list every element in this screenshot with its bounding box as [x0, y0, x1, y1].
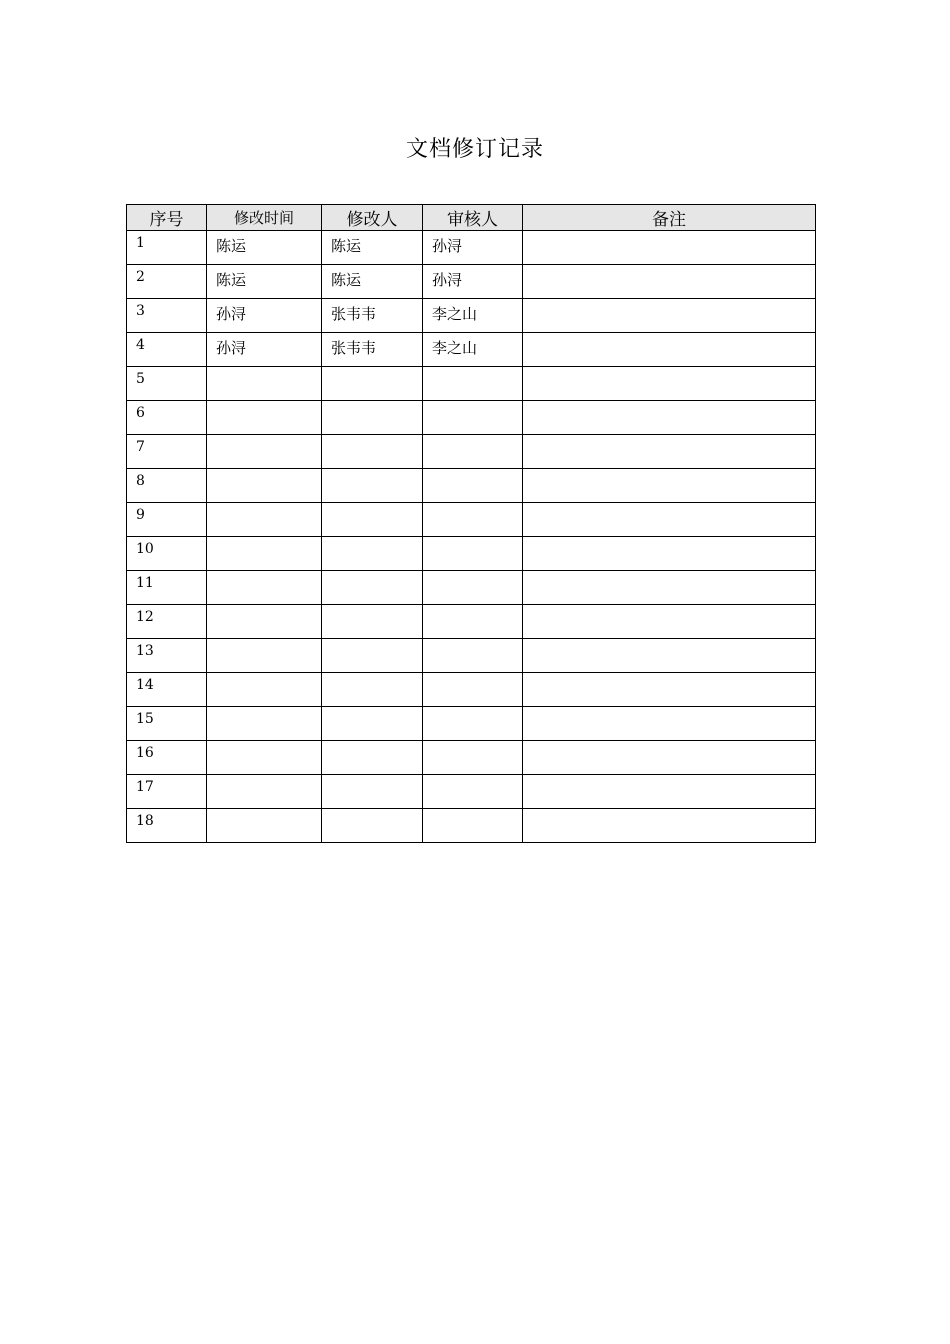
cell-modified-time — [207, 435, 322, 469]
cell-modified-time — [207, 571, 322, 605]
revision-record-table — [126, 204, 816, 843]
cell-modified-time: 孙浔 — [207, 333, 322, 367]
cell-modifier — [322, 707, 423, 741]
table-row — [127, 503, 816, 537]
cell-reviewer: 孙浔 — [423, 231, 523, 265]
cell-remarks — [523, 401, 816, 435]
cell-remarks — [523, 231, 816, 265]
table-row — [127, 673, 816, 707]
cell-remarks — [523, 809, 816, 843]
table-row — [127, 401, 816, 435]
cell-modified-time — [207, 367, 322, 401]
cell-modified-time — [207, 469, 322, 503]
table-row — [127, 809, 816, 843]
cell-reviewer: 李之山 — [423, 333, 523, 367]
cell-remarks — [523, 367, 816, 401]
cell-remarks — [523, 775, 816, 809]
cell-modifier — [322, 503, 423, 537]
cell-modifier: 陈运 — [322, 265, 423, 299]
table-row — [127, 707, 816, 741]
cell-serial-number: 13 — [127, 639, 207, 673]
cell-modified-time — [207, 639, 322, 673]
cell-serial-number: 6 — [127, 401, 207, 435]
cell-serial-number: 3 — [127, 299, 207, 333]
table-row — [127, 367, 816, 401]
cell-serial-number: 7 — [127, 435, 207, 469]
cell-modified-time — [207, 741, 322, 775]
table-row — [127, 741, 816, 775]
cell-modifier — [322, 367, 423, 401]
cell-modified-time: 陈运 — [207, 265, 322, 299]
cell-modified-time — [207, 503, 322, 537]
cell-modifier — [322, 469, 423, 503]
cell-remarks — [523, 469, 816, 503]
header-modifier: 修改人 — [322, 205, 423, 231]
header-modified-time: 修改时间 — [207, 205, 322, 231]
cell-serial-number: 2 — [127, 265, 207, 299]
cell-serial-number: 9 — [127, 503, 207, 537]
header-reviewer: 审核人 — [423, 205, 523, 231]
cell-serial-number: 4 — [127, 333, 207, 367]
cell-modified-time — [207, 401, 322, 435]
cell-serial-number: 17 — [127, 775, 207, 809]
cell-reviewer — [423, 639, 523, 673]
cell-remarks — [523, 741, 816, 775]
cell-modifier — [322, 401, 423, 435]
table-row — [127, 639, 816, 673]
cell-modifier — [322, 537, 423, 571]
cell-modified-time: 陈运 — [207, 231, 322, 265]
cell-modified-time — [207, 809, 322, 843]
cell-reviewer — [423, 571, 523, 605]
cell-remarks — [523, 639, 816, 673]
cell-remarks — [523, 571, 816, 605]
table-row — [127, 537, 816, 571]
cell-reviewer — [423, 809, 523, 843]
table-row — [127, 333, 816, 367]
header-remarks: 备注 — [523, 205, 816, 231]
cell-remarks — [523, 503, 816, 537]
cell-reviewer — [423, 707, 523, 741]
table-row — [127, 571, 816, 605]
cell-modifier — [322, 775, 423, 809]
cell-modifier — [322, 605, 423, 639]
cell-serial-number: 1 — [127, 231, 207, 265]
cell-serial-number: 18 — [127, 809, 207, 843]
cell-remarks — [523, 605, 816, 639]
cell-modifier: 张韦韦 — [322, 333, 423, 367]
cell-reviewer — [423, 673, 523, 707]
cell-serial-number: 10 — [127, 537, 207, 571]
cell-modifier: 张韦韦 — [322, 299, 423, 333]
cell-reviewer — [423, 503, 523, 537]
cell-serial-number: 16 — [127, 741, 207, 775]
cell-remarks — [523, 435, 816, 469]
cell-modifier — [322, 571, 423, 605]
table-row — [127, 299, 816, 333]
cell-modified-time — [207, 775, 322, 809]
table-row — [127, 775, 816, 809]
cell-modifier — [322, 639, 423, 673]
cell-modifier — [322, 809, 423, 843]
cell-reviewer — [423, 605, 523, 639]
cell-remarks — [523, 707, 816, 741]
table-row — [127, 605, 816, 639]
page-title: 文档修订记录 — [405, 137, 544, 162]
cell-modified-time — [207, 673, 322, 707]
cell-serial-number: 11 — [127, 571, 207, 605]
cell-modifier: 陈运 — [322, 231, 423, 265]
cell-reviewer — [423, 537, 523, 571]
cell-serial-number: 15 — [127, 707, 207, 741]
cell-modified-time: 孙浔 — [207, 299, 322, 333]
cell-remarks — [523, 673, 816, 707]
cell-remarks — [523, 265, 816, 299]
header-serial-number: 序号 — [127, 205, 207, 231]
cell-serial-number: 8 — [127, 469, 207, 503]
cell-remarks — [523, 537, 816, 571]
cell-serial-number: 14 — [127, 673, 207, 707]
cell-reviewer — [423, 435, 523, 469]
cell-remarks — [523, 333, 816, 367]
cell-modifier — [322, 435, 423, 469]
table-row — [127, 435, 816, 469]
cell-modifier — [322, 741, 423, 775]
cell-reviewer — [423, 469, 523, 503]
cell-reviewer — [423, 367, 523, 401]
cell-serial-number: 12 — [127, 605, 207, 639]
cell-reviewer — [423, 401, 523, 435]
table-header-row — [127, 205, 816, 231]
cell-modified-time — [207, 537, 322, 571]
cell-remarks — [523, 299, 816, 333]
table-body — [127, 231, 816, 843]
cell-serial-number: 5 — [127, 367, 207, 401]
cell-modified-time — [207, 605, 322, 639]
cell-modified-time — [207, 707, 322, 741]
cell-reviewer — [423, 741, 523, 775]
table-row — [127, 469, 816, 503]
cell-modifier — [322, 673, 423, 707]
cell-reviewer — [423, 775, 523, 809]
cell-reviewer: 李之山 — [423, 299, 523, 333]
table-row — [127, 231, 816, 265]
table-row — [127, 265, 816, 299]
cell-reviewer: 孙浔 — [423, 265, 523, 299]
